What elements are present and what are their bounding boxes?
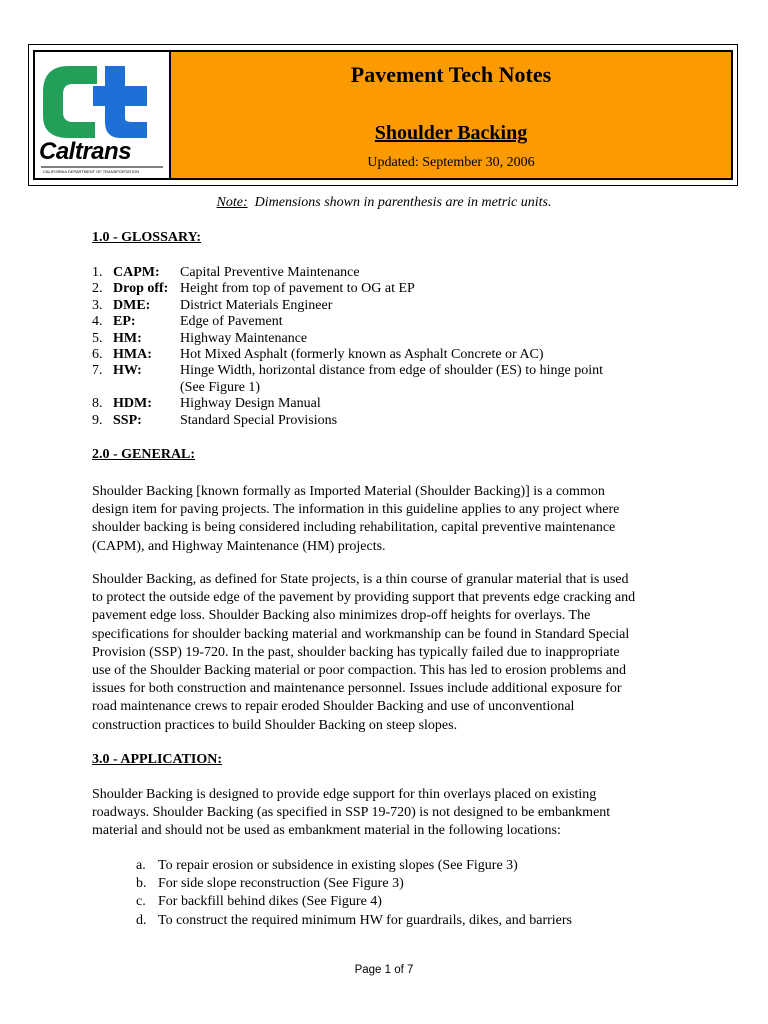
updated-date: Updated: September 30, 2006 [367, 155, 535, 170]
logo-subtext: CALIFORNIA DEPARTMENT OF TRANSPORTATION [43, 169, 139, 174]
list-letter: c. [136, 894, 146, 910]
glossary-definition: Height from top of pavement to OG at EP [180, 281, 415, 297]
logo-text: Caltrans [39, 138, 132, 165]
glossary-definition: Standard Special Provisions [180, 412, 338, 428]
text-line: design item for paving projects. The information in this guideline applies to any project where [92, 502, 620, 518]
note-label: Note: [216, 195, 248, 210]
page-title: Pavement Tech Notes [350, 62, 552, 87]
text-line: Shoulder Backing, as defined for State projects, is a thin course of granular material that is used [92, 572, 629, 587]
text-line: specifications for shoulder backing material and workmanship can be found in Standard Special [92, 626, 630, 642]
glossary-term: EP: [113, 314, 136, 330]
glossary-term: HDM: [113, 396, 152, 412]
text-line: use of the Shoulder Backing material or poor compaction. This has led to erosion problems and [92, 663, 626, 679]
list-letter: a. [136, 858, 146, 873]
page-number: Page 1 of 7 [354, 964, 414, 976]
list-letter: b. [136, 876, 147, 892]
item-number: 1. [92, 265, 103, 280]
item-number: 5. [92, 330, 103, 346]
metric-note [0, 195, 768, 211]
application-paragraph [92, 786, 692, 841]
text-line: roadways. Shoulder Backing (as specified in SSP 19-720) is not designed to be embankment [92, 805, 611, 821]
text-line: (CAPM), and Highway Maintenance (HM) projects. [92, 538, 386, 554]
general-paragraph-2 [92, 571, 692, 735]
glossary-term: HM: [113, 330, 142, 346]
text-line: Shoulder Backing is designed to provide edge support for thin overlays placed on existing [92, 787, 597, 802]
glossary-term: CAPM: [113, 265, 160, 280]
item-number: 8. [92, 396, 103, 412]
text-line: construction practices to build Shoulder Backing on steep slopes. [92, 717, 458, 733]
list-letter: d. [136, 912, 147, 928]
text-line: shoulder backing is being considered including rehabilitation, capital preventive maintenance [92, 520, 616, 536]
general-heading: 2.0 - GENERAL: [92, 447, 196, 462]
glossary-definition: Highway Design Manual [180, 396, 321, 412]
text-line: road maintenance crews to repair eroded Shoulder Backing and use of unconventional [92, 699, 575, 715]
glossary-definition: District Materials Engineer [180, 297, 333, 313]
glossary-term: SSP: [113, 412, 142, 428]
application-heading: 3.0 - APPLICATION: [92, 752, 223, 767]
item-number: 7. [92, 363, 103, 379]
item-number: 9. [92, 412, 103, 428]
page-subtitle: Shoulder Backing [374, 122, 528, 144]
text-line: Provision (SSP) 19-720. In the past, shoulder backing has typically failed due to inappropriate [92, 644, 620, 660]
text-line: pavement edge loss. Shoulder Backing also minimizes drop-off heights for overlays. The [92, 608, 591, 624]
glossary-heading: 1.0 - GLOSSARY: [92, 230, 202, 245]
note-text: Dimensions shown in parenthesis are in metric units. [247, 195, 552, 210]
glossary-term: Drop off: [113, 281, 169, 297]
list-text: To construct the required minimum HW for guardrails, dikes, and barriers [158, 912, 572, 928]
item-number: 4. [92, 314, 103, 330]
text-line: issues for both construction and maintenance personnel. Issues include additional exposure for [92, 681, 622, 697]
item-number: 3. [92, 297, 103, 313]
general-paragraph-1 [92, 483, 692, 556]
caltrans-logo [33, 50, 171, 180]
glossary-term: DME: [113, 297, 151, 313]
item-number: 2. [92, 281, 103, 297]
glossary-definition: Hot Mixed Asphalt (formerly known as Asphalt Concrete or AC) [180, 346, 544, 362]
text-line: Shoulder Backing [known formally as Imported Material (Shoulder Backing)] is a common [92, 484, 605, 499]
glossary-definition: Capital Preventive Maintenance [180, 265, 360, 280]
text-line: material and should not be used as embankment material in the following locations: [92, 823, 561, 839]
glossary-definition-continued: (See Figure 1) [180, 379, 261, 395]
list-text: For backfill behind dikes (See Figure 4) [158, 894, 382, 910]
glossary-term: HMA: [113, 346, 152, 362]
title-banner [171, 50, 733, 180]
text-line: to protect the outside edge of the pavement by providing support that prevents edge cracking and [92, 590, 636, 606]
glossary-definition: Edge of Pavement [180, 314, 283, 330]
glossary-term: HW: [113, 363, 142, 379]
item-number: 6. [92, 346, 103, 362]
list-text: To repair erosion or subsidence in existing slopes (See Figure 3) [158, 858, 518, 873]
list-text: For side slope reconstruction (See Figure 3) [158, 876, 404, 892]
glossary-definition: Highway Maintenance [180, 330, 308, 346]
glossary-definition: Hinge Width, horizontal distance from edge of shoulder (ES) to hinge point [180, 363, 603, 379]
